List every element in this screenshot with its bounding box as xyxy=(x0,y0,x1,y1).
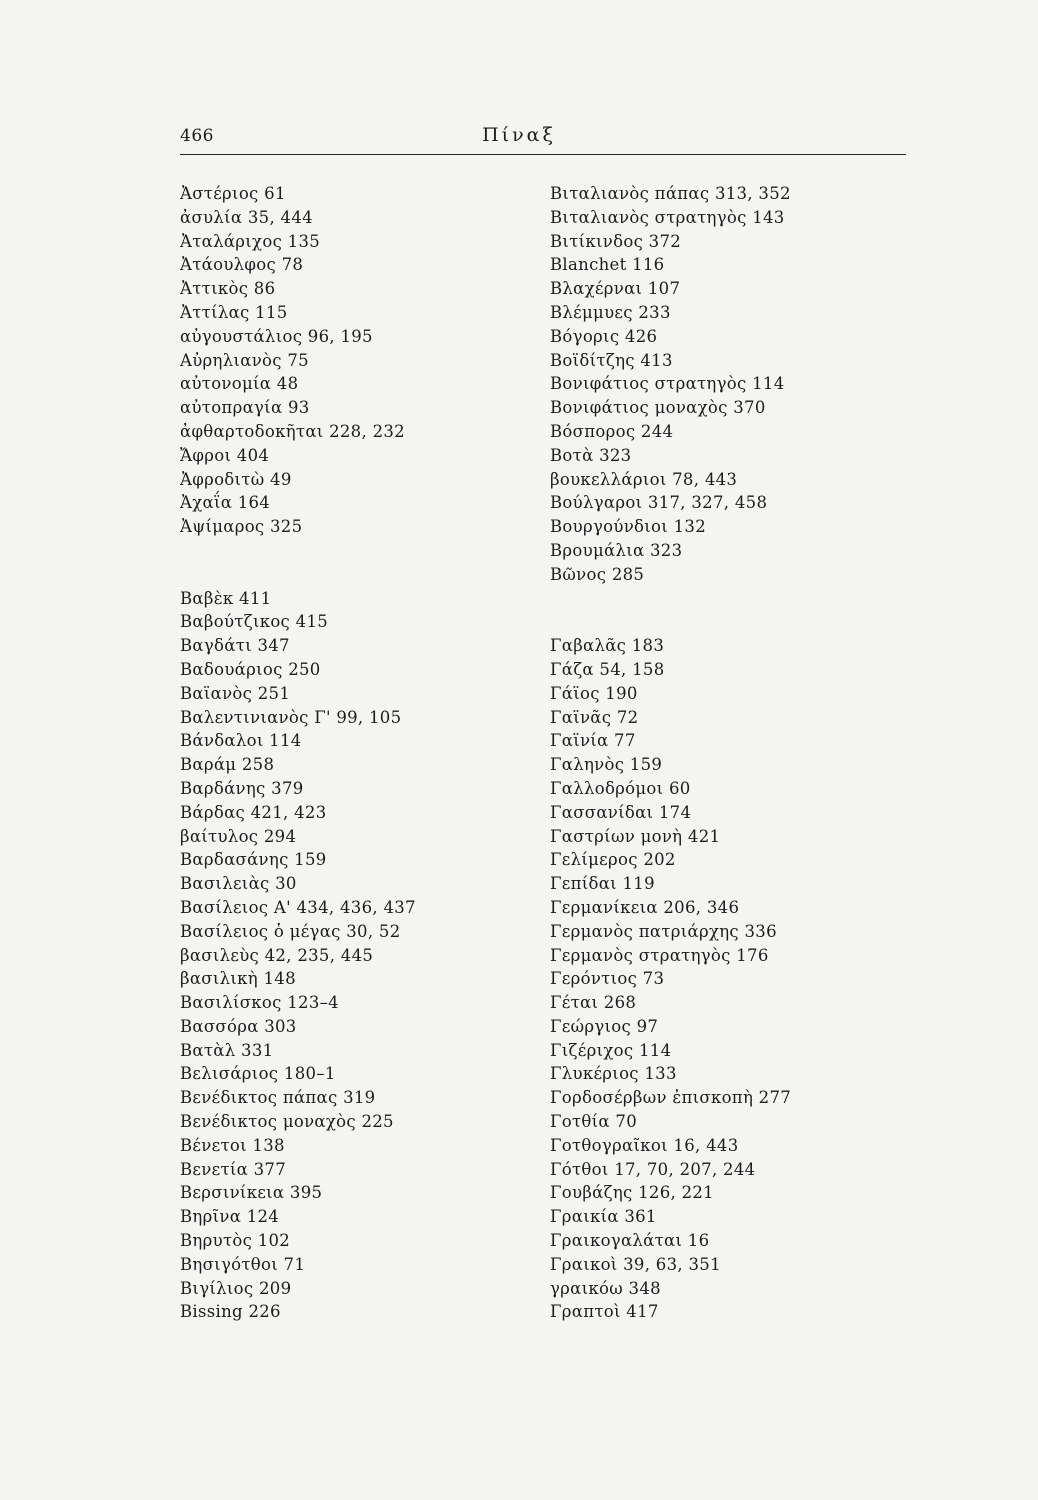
index-entry: Βασιλειὰς 30 xyxy=(180,874,297,894)
index-entry: Γραικοὶ 39, 63, 351 xyxy=(550,1254,721,1274)
index-entry: Γορδοσέρβων ἐπισκοπὴ 277 xyxy=(550,1088,792,1108)
index-entry: Ἀχαΐα 164 xyxy=(180,493,271,513)
index-entry: Βενετία 377 xyxy=(180,1159,287,1179)
index-entry: Βασιλίσκος 123–4 xyxy=(180,993,339,1013)
index-entry: Γερμανίκεια 206, 346 xyxy=(550,897,740,917)
index-entry: Γεπίδαι 119 xyxy=(550,874,655,894)
index-entry: Βούλγαροι 317, 327, 458 xyxy=(550,493,768,513)
index-entry: Βαρδάνης 379 xyxy=(180,778,304,798)
index-entry: βασιλεὺς 42, 235, 445 xyxy=(180,945,374,965)
index-entry: Βαγδάτι 347 xyxy=(180,636,290,656)
index-entry: ἀσυλία 35, 444 xyxy=(180,207,313,227)
index-entry: Γερμανὸς στρατηγὸς 176 xyxy=(550,945,769,965)
index-entry: Βλέμμυες 233 xyxy=(550,302,671,322)
index-entry: Βόσπορος 244 xyxy=(550,421,674,441)
index-entry: Βασίλειος Α' 434, 436, 437 xyxy=(180,897,416,917)
index-entry: Γελίμερος 202 xyxy=(550,850,676,870)
index-entry: Γραικογαλάται 16 xyxy=(550,1231,710,1251)
index-entry: Γοτθογραῖκοι 16, 443 xyxy=(550,1135,739,1155)
index-entry: Βενέδικτος μοναχὸς 225 xyxy=(180,1112,394,1132)
index-entry: Γερόντιος 73 xyxy=(550,969,665,989)
index-entry: Βάνδαλοι 114 xyxy=(180,731,302,751)
index-entry: Βαράμ 258 xyxy=(180,755,275,775)
index-column-left xyxy=(180,182,416,1324)
index-entry: Βρουμάλια 323 xyxy=(550,540,683,560)
page-number: 466 xyxy=(180,126,214,146)
running-title: Πίναξ xyxy=(482,124,556,146)
index-entry: Γότθοι 17, 70, 207, 244 xyxy=(550,1159,756,1179)
index-entry: ἀφθαρτοδοκῆται 228, 232 xyxy=(180,421,405,441)
index-entry: Ἀψίμαρος 325 xyxy=(180,517,303,537)
index-entry: Γάζα 54, 158 xyxy=(550,659,665,679)
index-entry: Βιταλιανὸς πάπας 313, 352 xyxy=(550,184,791,203)
index-entry: Γαστρίων μονὴ 421 xyxy=(550,826,721,846)
index-entry: Βοτὰ 323 xyxy=(550,445,632,465)
index-entry: Bissing 226 xyxy=(180,1302,281,1322)
index-entry: Ἀττικὸς 86 xyxy=(180,279,276,299)
index-entry: Βηρῖνα 124 xyxy=(180,1207,280,1227)
index-entry: Γεώργιος 97 xyxy=(550,1016,659,1036)
letter-group-gap xyxy=(550,587,791,635)
index-entry: Γαϊνία 77 xyxy=(550,731,636,751)
index-entry: Γιζέριχος 114 xyxy=(550,1040,672,1060)
index-entry: Βλαχέρναι 107 xyxy=(550,279,681,299)
index-entry: Βονιφάτιος μοναχὸς 370 xyxy=(550,398,766,418)
index-entry: Γαλλοδρόμοι 60 xyxy=(550,778,691,798)
index-entry: Γέται 268 xyxy=(550,993,637,1013)
index-entry: Βοϊδίτζης 413 xyxy=(550,350,673,370)
index-entry: βασιλικὴ 148 xyxy=(180,969,296,989)
index-entry: αὐτοπραγία 93 xyxy=(180,398,310,418)
index-entry: Βιγίλιος 209 xyxy=(180,1278,292,1298)
index-entry: Ἀφροδιτὼ 49 xyxy=(180,469,292,489)
index-entry: Βάρδας 421, 423 xyxy=(180,802,327,822)
index-entry: Ἀταλάριχος 135 xyxy=(180,231,321,251)
index-entry: Γοτθία 70 xyxy=(550,1112,637,1132)
index-entry: Βένετοι 138 xyxy=(180,1135,285,1155)
index-entry: Γλυκέριος 133 xyxy=(550,1064,677,1084)
index-entry: Ἀστέριος 61 xyxy=(180,184,286,203)
index-entry: Γερμανὸς πατριάρχης 336 xyxy=(550,921,777,941)
index-entry: Γάϊος 190 xyxy=(550,683,638,703)
index-entry: Βαρδασάνης 159 xyxy=(180,850,327,870)
index-entry: αὐτονομία 48 xyxy=(180,374,299,394)
index-entry: Γραικία 361 xyxy=(550,1207,657,1227)
index-entry: Βιταλιανὸς στρατηγὸς 143 xyxy=(550,207,785,227)
index-entry: αὐγουστάλιος 96, 195 xyxy=(180,326,373,346)
index-entry: Blanchet 116 xyxy=(550,255,665,275)
index-entry: Γαληνὸς 159 xyxy=(550,755,663,775)
index-entry: Βονιφάτιος στρατηγὸς 114 xyxy=(550,374,785,394)
index-entry: Βόγορις 426 xyxy=(550,326,658,346)
index-entry: Γασσανίδαι 174 xyxy=(550,802,692,822)
index-entry: Βαλεντινιανὸς Γ' 99, 105 xyxy=(180,707,402,727)
letter-group-gap xyxy=(180,539,416,587)
index-entry: Βασίλειος ὁ μέγας 30, 52 xyxy=(180,921,401,941)
index-entry: Βελισάριος 180–1 xyxy=(180,1064,336,1084)
index-entry: Βερσινίκεια 395 xyxy=(180,1183,323,1203)
index-entry: βαίτυλος 294 xyxy=(180,826,297,846)
index-entry: Βουργούνδιοι 132 xyxy=(550,517,706,537)
index-entry: Αὐρηλιανὸς 75 xyxy=(180,350,309,370)
index-entry: Βησιγότθοι 71 xyxy=(180,1254,306,1274)
index-entry: Γαβαλᾶς 183 xyxy=(550,636,665,656)
index-entry: Γαϊνᾶς 72 xyxy=(550,707,639,727)
index-entry: Βενέδικτος πάπας 319 xyxy=(180,1088,376,1108)
index-entry: Βαϊανὸς 251 xyxy=(180,683,291,703)
index-entry: γραικόω 348 xyxy=(550,1278,661,1298)
index-entry: Βαβὲκ 411 xyxy=(180,588,272,608)
header-rule xyxy=(180,154,906,155)
index-entry: Βηρυτὸς 102 xyxy=(180,1231,291,1251)
index-entry: Βατὰλ 331 xyxy=(180,1040,274,1060)
index-column-right xyxy=(550,182,791,1324)
index-entry: Βῶνος 285 xyxy=(550,564,645,584)
index-entry: Βασσόρα 303 xyxy=(180,1016,297,1036)
index-entry: Ἀτάουλφος 78 xyxy=(180,255,304,275)
index-entry: Ἀττίλας 115 xyxy=(180,302,288,322)
index-entry: Γραπτοὶ 417 xyxy=(550,1302,659,1322)
index-entry: βουκελλάριοι 78, 443 xyxy=(550,469,738,489)
index-entry: Βαβούτζικος 415 xyxy=(180,612,329,632)
index-entry: Βιτίκινδος 372 xyxy=(550,231,682,251)
index-entry: Γουβάζης 126, 221 xyxy=(550,1183,714,1203)
index-entry: Βαδουάριος 250 xyxy=(180,659,321,679)
index-entry: Ἄφροι 404 xyxy=(180,445,270,465)
